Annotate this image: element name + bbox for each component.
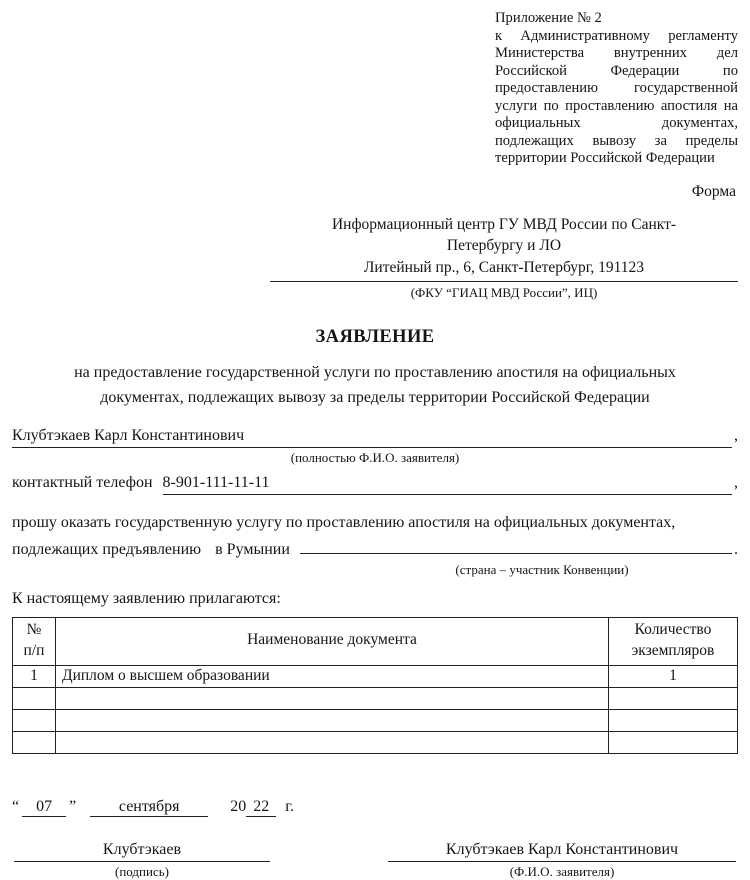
country-caption: (страна – участник Конвенции) — [455, 562, 629, 578]
annex-regulation-text: к Административному регламенту Министерства внутренних дел Российской Федерации по предоставлению государственной услуги по проставлению апостиля на официальных документах, подлежащих вывозу за пределы территории Российской Федерации — [495, 27, 738, 166]
applicant-name-row — [12, 426, 738, 448]
header-number: № п/п — [13, 617, 56, 665]
document-title: ЗАЯВЛЕНИЕ — [315, 326, 435, 347]
comma: , — [734, 474, 738, 492]
attached-documents-table — [12, 617, 738, 754]
applicant-name-field: Клубтэкаев Карл Константинович — [12, 426, 732, 448]
recipient-block — [270, 214, 738, 301]
document-subtitle-line2: документах, подлежащих вывозу за пределы территории Российской Федерации — [100, 388, 650, 406]
applicant-fullname-caption: (Ф.И.О. заявителя) — [509, 863, 615, 879]
date-century: 20 — [230, 797, 247, 815]
header-copies-count: Количество экземпляров — [609, 617, 738, 665]
phone-label: контактный телефон — [12, 474, 153, 492]
cell-copies-count: 1 — [609, 665, 738, 687]
cell-document-name — [56, 731, 609, 753]
table-row — [13, 687, 738, 709]
date-month-field: сентября — [90, 798, 208, 817]
document-subtitle — [12, 361, 738, 411]
form-label: Форма — [691, 182, 736, 200]
recipient-name-line1: Информационный центр ГУ МВД России по Санкт- — [331, 215, 677, 233]
cell-document-name — [56, 687, 609, 709]
country-blank-field — [300, 536, 732, 554]
date-year-field: 22 — [246, 798, 276, 817]
header-document-name: Наименование документа — [56, 617, 609, 665]
table-row — [13, 665, 738, 687]
signature-caption: (подпись) — [115, 863, 169, 879]
table-row — [13, 731, 738, 753]
signature-field: Клубтэкаев — [14, 841, 270, 862]
cell-number — [13, 687, 56, 709]
phone-row — [12, 473, 738, 495]
date-close-quote: ” — [69, 797, 77, 815]
cell-copies-count — [609, 731, 738, 753]
request-country-row — [12, 536, 738, 561]
request-text-line1: прошу оказать государственную услугу по проставлению апостиля на официальных документах, — [12, 514, 676, 532]
signature-block — [14, 841, 270, 880]
date-day-field: 07 — [22, 798, 66, 817]
cell-number — [13, 731, 56, 753]
period: . — [734, 540, 738, 558]
cell-copies-count — [609, 687, 738, 709]
signature-section — [12, 841, 738, 880]
document-subtitle-line1: на предоставление государственной услуги по проставлению апостиля на официальных — [74, 363, 676, 381]
cell-copies-count — [609, 709, 738, 731]
recipient-name-line2: Петербургу и ЛО — [446, 237, 562, 255]
request-paragraph — [12, 512, 738, 578]
annex-reference-block — [495, 10, 738, 168]
cell-document-name — [56, 709, 609, 731]
annex-number: Приложение № 2 — [495, 10, 602, 26]
cell-document-name: Диплом о высшем образовании — [56, 665, 609, 687]
cell-number: 1 — [13, 665, 56, 687]
applicant-name-caption: (полностью Ф.И.О. заявителя) — [290, 450, 460, 466]
attachments-intro: К настоящему заявлению прилагаются: — [12, 589, 281, 607]
phone-field: 8-901-111-11-11 — [163, 473, 732, 495]
comma: , — [734, 427, 738, 445]
date-line — [12, 798, 738, 817]
date-open-quote: “ — [12, 797, 20, 815]
table-header-row — [13, 617, 738, 665]
request-text-line2-prefix: подлежащих предъявлению — [12, 540, 202, 558]
cell-number — [13, 709, 56, 731]
applicant-fullname-block — [388, 841, 736, 880]
recipient-caption: (ФКУ “ГИАЦ МВД России”, ИЦ) — [410, 284, 598, 300]
applicant-fullname-field: Клубтэкаев Карл Константинович — [388, 841, 736, 862]
recipient-address: Литейный пр., 6, Санкт-Петербург, 191123 — [270, 257, 738, 282]
country-value: в Румынии — [215, 540, 290, 558]
date-suffix: г. — [285, 797, 294, 815]
table-row — [13, 709, 738, 731]
